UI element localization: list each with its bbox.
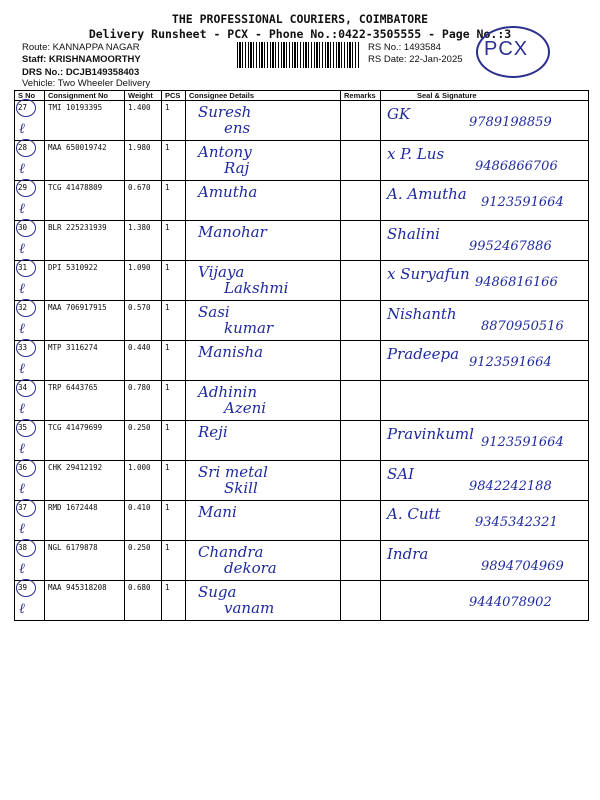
row-weight: 0.410 bbox=[125, 501, 162, 541]
row-sno: 28 bbox=[18, 143, 28, 152]
row-consignee-cell bbox=[186, 101, 341, 141]
row-remarks bbox=[341, 101, 381, 141]
phone-number: 9345342321 bbox=[475, 515, 558, 530]
row-consignment: DPI 5310922 bbox=[45, 261, 125, 301]
phone-number: 9486866706 bbox=[475, 159, 558, 174]
check-mark-icon: ℓ bbox=[19, 521, 25, 537]
row-consignment: TCG 41478809 bbox=[45, 181, 125, 221]
consignee-name-2: vanam bbox=[224, 599, 275, 617]
row-weight: 1.980 bbox=[125, 141, 162, 181]
vehicle-line bbox=[22, 78, 150, 90]
table-row bbox=[15, 341, 589, 381]
row-sno: 32 bbox=[18, 303, 28, 312]
phone-number: 9894704969 bbox=[481, 559, 564, 574]
consignee-name-2: dekora bbox=[224, 559, 277, 577]
row-remarks bbox=[341, 421, 381, 461]
consignee-name-2: Azeni bbox=[224, 399, 267, 417]
consignee-name: Manisha bbox=[198, 343, 264, 361]
row-consignment: RMD 1672448 bbox=[45, 501, 125, 541]
phone-number: 9123591664 bbox=[469, 355, 552, 370]
row-weight: 1.380 bbox=[125, 221, 162, 261]
row-pcs: 1 bbox=[162, 381, 186, 421]
row-sno-cell bbox=[15, 261, 45, 301]
table-row bbox=[15, 181, 589, 221]
row-seal-cell bbox=[381, 301, 589, 341]
consignee-name: Reji bbox=[198, 423, 228, 441]
check-mark-icon: ℓ bbox=[19, 161, 25, 177]
row-remarks bbox=[341, 141, 381, 181]
rs-no-line bbox=[368, 42, 441, 54]
row-sno: 37 bbox=[18, 503, 28, 512]
row-remarks bbox=[341, 501, 381, 541]
table-row bbox=[15, 421, 589, 461]
row-remarks bbox=[341, 181, 381, 221]
check-mark-icon: ℓ bbox=[19, 361, 25, 377]
row-seal-cell bbox=[381, 461, 589, 501]
phone-number: 8870950516 bbox=[481, 319, 564, 334]
staff-line bbox=[22, 54, 141, 66]
col-consignee: Consignee Details bbox=[186, 91, 341, 101]
consignee-name-2: Raj bbox=[224, 159, 250, 177]
row-pcs: 1 bbox=[162, 461, 186, 501]
runsheet-table bbox=[14, 90, 589, 621]
row-consignee-cell bbox=[186, 501, 341, 541]
row-sno-cell bbox=[15, 141, 45, 181]
col-consignment: Consignment No bbox=[45, 91, 125, 101]
rs-date-line bbox=[368, 54, 463, 66]
table-row bbox=[15, 101, 589, 141]
signature: Nishanth bbox=[387, 305, 457, 323]
row-weight: 0.250 bbox=[125, 541, 162, 581]
barcode bbox=[237, 42, 359, 68]
row-sno: 38 bbox=[18, 543, 28, 552]
consignee-name: Sri metal bbox=[198, 463, 268, 481]
row-pcs: 1 bbox=[162, 581, 186, 621]
signature: x Suryafun bbox=[387, 265, 470, 283]
row-sno: 27 bbox=[18, 103, 28, 112]
row-remarks bbox=[341, 301, 381, 341]
check-mark-icon: ℓ bbox=[19, 121, 25, 137]
row-seal-cell bbox=[381, 181, 589, 221]
row-pcs: 1 bbox=[162, 101, 186, 141]
row-seal-cell bbox=[381, 221, 589, 261]
signature: Shalini bbox=[387, 225, 440, 243]
row-pcs: 1 bbox=[162, 501, 186, 541]
row-remarks bbox=[341, 341, 381, 381]
row-remarks bbox=[341, 221, 381, 261]
row-sno-cell bbox=[15, 501, 45, 541]
phone-number: 9486816166 bbox=[475, 275, 558, 290]
row-remarks bbox=[341, 261, 381, 301]
row-consignment: MAA 945318208 bbox=[45, 581, 125, 621]
consignee-name-2: Skill bbox=[224, 479, 258, 497]
row-sno: 34 bbox=[18, 383, 28, 392]
row-sno: 33 bbox=[18, 343, 28, 352]
row-sno-cell bbox=[15, 181, 45, 221]
row-sno-cell bbox=[15, 381, 45, 421]
col-pcs: PCS bbox=[162, 91, 186, 101]
route-line bbox=[22, 42, 140, 54]
consignee-name: Mani bbox=[198, 503, 237, 521]
consignee-name: Vijaya bbox=[198, 263, 245, 281]
phone-number: 9444078902 bbox=[469, 595, 552, 610]
staff-value: KRISHNAMOORTHY bbox=[48, 54, 141, 65]
row-sno: 35 bbox=[18, 423, 28, 432]
table-row bbox=[15, 141, 589, 181]
route-value: KANNAPPA NAGAR bbox=[52, 42, 140, 53]
phone-number: 9123591664 bbox=[481, 435, 564, 450]
row-pcs: 1 bbox=[162, 221, 186, 261]
row-remarks bbox=[341, 541, 381, 581]
check-mark-icon: ℓ bbox=[19, 401, 25, 417]
row-consignment: CHK 29412192 bbox=[45, 461, 125, 501]
row-consignee-cell bbox=[186, 221, 341, 261]
row-consignment: MTP 3116274 bbox=[45, 341, 125, 381]
consignee-name: Adhinin bbox=[198, 383, 258, 401]
rs-date-value: 22-Jan-2025 bbox=[409, 54, 463, 65]
row-remarks bbox=[341, 381, 381, 421]
row-weight: 0.440 bbox=[125, 341, 162, 381]
staff-label: Staff: bbox=[22, 54, 47, 65]
row-consignee-cell bbox=[186, 341, 341, 381]
check-mark-icon: ℓ bbox=[19, 481, 25, 497]
col-seal: Seal & Signature bbox=[381, 91, 589, 101]
row-consignment: MAA 650019742 bbox=[45, 141, 125, 181]
row-weight: 0.250 bbox=[125, 421, 162, 461]
drs-label: DRS No.: bbox=[22, 67, 64, 78]
row-seal-cell bbox=[381, 421, 589, 461]
col-weight: Weight bbox=[125, 91, 162, 101]
table-row bbox=[15, 301, 589, 341]
row-sno: 39 bbox=[18, 583, 28, 592]
row-consignment: TMI 10193395 bbox=[45, 101, 125, 141]
row-consignee-cell bbox=[186, 581, 341, 621]
consignee-name: Amutha bbox=[198, 183, 258, 201]
rs-date-label: RS Date: bbox=[368, 54, 407, 65]
row-remarks bbox=[341, 461, 381, 501]
row-remarks bbox=[341, 581, 381, 621]
signature: Pradeepa bbox=[387, 345, 460, 363]
table-row bbox=[15, 221, 589, 261]
drs-value: DCJB149358403 bbox=[65, 67, 140, 78]
phone-number: 9789198859 bbox=[469, 115, 552, 130]
signature: Indra bbox=[387, 545, 429, 563]
table-row bbox=[15, 261, 589, 301]
row-consignee-cell bbox=[186, 381, 341, 421]
row-sno-cell bbox=[15, 221, 45, 261]
row-sno-cell bbox=[15, 301, 45, 341]
row-consignee-cell bbox=[186, 181, 341, 221]
row-weight: 0.680 bbox=[125, 581, 162, 621]
row-sno: 36 bbox=[18, 463, 28, 472]
signature: A. Amutha bbox=[387, 185, 467, 203]
phone-number: 9123591664 bbox=[481, 195, 564, 210]
check-mark-icon: ℓ bbox=[19, 241, 25, 257]
row-consignee-cell bbox=[186, 461, 341, 501]
row-pcs: 1 bbox=[162, 181, 186, 221]
row-weight: 1.090 bbox=[125, 261, 162, 301]
row-sno-cell bbox=[15, 581, 45, 621]
row-consignment: BLR 225231939 bbox=[45, 221, 125, 261]
check-mark-icon: ℓ bbox=[19, 281, 25, 297]
table-row bbox=[15, 541, 589, 581]
table-row bbox=[15, 461, 589, 501]
consignee-name-2: ens bbox=[224, 119, 251, 137]
row-sno-cell bbox=[15, 421, 45, 461]
check-mark-icon: ℓ bbox=[19, 201, 25, 217]
rs-no-label: RS No.: bbox=[368, 42, 402, 53]
table-header-row bbox=[15, 91, 589, 101]
row-seal-cell bbox=[381, 141, 589, 181]
company-title: THE PROFESSIONAL COURIERS, COIMBATORE bbox=[171, 12, 429, 26]
row-seal-cell bbox=[381, 101, 589, 141]
row-sno-cell bbox=[15, 541, 45, 581]
consignee-name: Suga bbox=[198, 583, 237, 601]
row-sno: 31 bbox=[18, 263, 28, 272]
consignee-name: Manohar bbox=[198, 223, 267, 241]
row-pcs: 1 bbox=[162, 421, 186, 461]
signature: GK bbox=[387, 105, 411, 123]
consignee-name-2: kumar bbox=[224, 319, 274, 337]
row-consignee-cell bbox=[186, 421, 341, 461]
row-seal-cell bbox=[381, 581, 589, 621]
row-sno: 29 bbox=[18, 183, 28, 192]
row-weight: 0.570 bbox=[125, 301, 162, 341]
consignee-name: Antony bbox=[198, 143, 252, 161]
check-mark-icon: ℓ bbox=[19, 561, 25, 577]
phone-number: 9952467886 bbox=[469, 239, 552, 254]
vehicle-label: Vehicle: bbox=[22, 78, 56, 89]
signature: Pravinkuml bbox=[387, 425, 474, 443]
row-weight: 1.000 bbox=[125, 461, 162, 501]
signature: A. Cutt bbox=[387, 505, 441, 523]
row-consignee-cell bbox=[186, 141, 341, 181]
row-seal-cell bbox=[381, 541, 589, 581]
vehicle-value: Two Wheeler Delivery bbox=[57, 78, 151, 89]
row-pcs: 1 bbox=[162, 301, 186, 341]
row-consignment: TCG 41479699 bbox=[45, 421, 125, 461]
consignee-name-2: Lakshmi bbox=[224, 279, 289, 297]
table-row bbox=[15, 501, 589, 541]
row-pcs: 1 bbox=[162, 261, 186, 301]
col-sno: S No bbox=[15, 91, 45, 101]
signature: x P. Lus bbox=[387, 145, 445, 163]
row-consignee-cell bbox=[186, 261, 341, 301]
row-pcs: 1 bbox=[162, 341, 186, 381]
row-consignment: MAA 706917915 bbox=[45, 301, 125, 341]
row-weight: 0.670 bbox=[125, 181, 162, 221]
row-seal-cell bbox=[381, 501, 589, 541]
pcx-stamp-text: PCX bbox=[484, 38, 529, 60]
row-sno-cell bbox=[15, 101, 45, 141]
row-consignee-cell bbox=[186, 301, 341, 341]
row-pcs: 1 bbox=[162, 141, 186, 181]
phone-number: 9842242188 bbox=[469, 479, 552, 494]
row-seal-cell bbox=[381, 261, 589, 301]
row-weight: 0.780 bbox=[125, 381, 162, 421]
check-mark-icon: ℓ bbox=[19, 601, 25, 617]
row-sno-cell bbox=[15, 341, 45, 381]
check-mark-icon: ℓ bbox=[19, 321, 25, 337]
row-pcs: 1 bbox=[162, 541, 186, 581]
row-seal-cell bbox=[381, 381, 589, 421]
table-row bbox=[15, 581, 589, 621]
row-consignment: TRP 6443765 bbox=[45, 381, 125, 421]
route-label: Route: bbox=[22, 42, 50, 53]
row-consignee-cell bbox=[186, 541, 341, 581]
consignee-name: Suresh bbox=[198, 103, 252, 121]
consignee-name: Sasi bbox=[198, 303, 230, 321]
row-sno: 30 bbox=[18, 223, 28, 232]
check-mark-icon: ℓ bbox=[19, 441, 25, 457]
rs-no-value: 1493584 bbox=[403, 42, 441, 53]
row-sno-cell bbox=[15, 461, 45, 501]
consignee-name: Chandra bbox=[198, 543, 264, 561]
runsheet-subtitle: Delivery Runsheet - PCX - Phone No.:0422-3505555 - Page No.:3 bbox=[88, 27, 512, 41]
col-remarks: Remarks bbox=[341, 91, 381, 101]
table-row bbox=[15, 381, 589, 421]
row-consignment: NGL 6179878 bbox=[45, 541, 125, 581]
row-seal-cell bbox=[381, 341, 589, 381]
row-weight: 1.400 bbox=[125, 101, 162, 141]
signature: SAI bbox=[387, 465, 415, 483]
